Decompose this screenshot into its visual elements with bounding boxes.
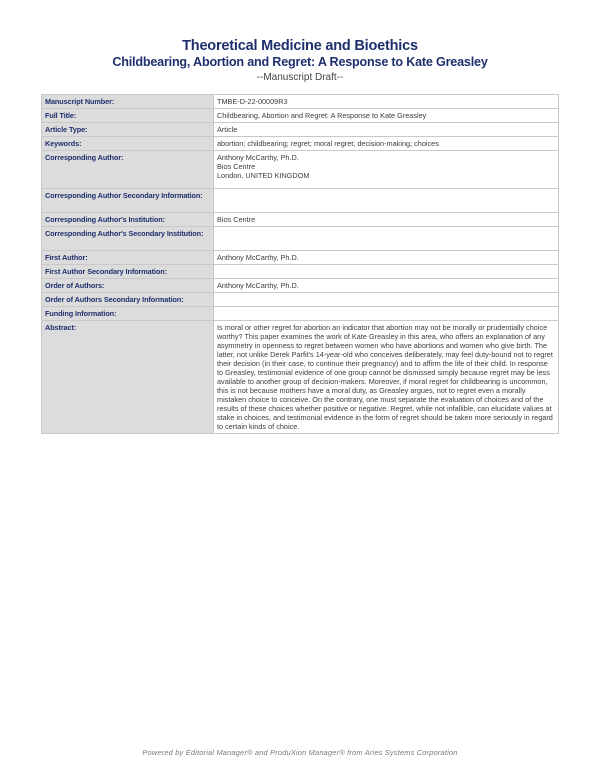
row-value-funding-information [214,307,559,321]
table-row [42,279,559,293]
table-row [42,109,559,123]
row-label-first-author-secondary: First Author Secondary Information: [42,265,214,279]
row-value-corresponding-author-secondary [214,189,559,213]
table-row [42,137,559,151]
row-value-article-type: Article [214,123,559,137]
table-row [42,213,559,227]
row-value-full-title: Childbearing, Abortion and Regret: A Response to Kate Greasley [214,109,559,123]
row-label-first-author: First Author: [42,251,214,265]
row-label-keywords: Keywords: [42,137,214,151]
table-row [42,307,559,321]
row-label-corresponding-author: Corresponding Author: [42,151,214,189]
row-value-corresponding-institution: Bios Centre [214,213,559,227]
row-label-abstract: Abstract: [42,321,214,434]
table-row [42,189,559,213]
row-label-funding-information: Funding Information: [42,307,214,321]
article-title: Childbearing, Abortion and Regret: A Response to Kate Greasley [112,55,488,69]
table-row [42,151,559,189]
row-label-order-of-authors: Order of Authors: [42,279,214,293]
row-label-corresponding-author-secondary: Corresponding Author Secondary Information: [42,189,214,213]
row-value-first-author: Anthony McCarthy, Ph.D. [214,251,559,265]
row-value-first-author-secondary [214,265,559,279]
corresponding-author-location: London, UNITED KINGDOM [217,171,310,180]
table-row [42,321,559,434]
row-label-article-type: Article Type: [42,123,214,137]
manuscript-info-table [41,94,559,434]
row-value-corresponding-author [214,151,559,189]
corresponding-author-institution: Bios Centre [217,162,256,171]
table-row [42,293,559,307]
table-row [42,227,559,251]
row-value-order-of-authors: Anthony McCarthy, Ph.D. [214,279,559,293]
table-row [42,251,559,265]
table-row [42,265,559,279]
footer-powered-by: Powered by Editorial Manager® and ProduXion Manager® from Aries Systems Corporation [142,748,458,757]
corresponding-author-name: Anthony McCarthy, Ph.D. [217,153,299,162]
row-value-order-of-authors-secondary [214,293,559,307]
table-row [42,95,559,109]
row-label-corresponding-institution: Corresponding Author's Institution: [42,213,214,227]
row-value-manuscript-number: TMBE-D-22-00009R3 [214,95,559,109]
journal-name: Theoretical Medicine and Bioethics [182,38,418,54]
row-value-keywords: abortion; childbearing; regret; moral regret; decision-making; choices [214,137,559,151]
row-label-corresponding-secondary-institution: Corresponding Author's Secondary Institution: [42,227,214,251]
table-row [42,123,559,137]
row-label-full-title: Full Title: [42,109,214,123]
row-value-corresponding-secondary-institution [214,227,559,251]
abstract-text: Is moral or other regret for abortion an indicator that abortion may not be morally or prudentially choice worthy? This paper examines the work of Kate Greasley in this area, who offers an explanation of any asymmetry in openness to regret between women who have abortions and women who give birth. The latter, not unlike Derek Parfit's 14-year-old who conceives deliberately, may feel duty-bound not to regret their decision (in their case, to continue their pregnancy) and to affirm the life of their child. In response to Greasley, testimonial evidence of one group cannot be dismissed simply because regret may be less available to another group of decision-makers. Moreover, if moral regret for childbearing is uncommon, this is not because mothers have a moral duty, as Greasley argues, not to regret even a morally mistaken choice to conceive. On the contrary, one must separate the evaluation of choices and of the results of these choices whether positive or negative. Regret, while not infallible, can elucidate values at stake in choices, and testimonial evidence in the form of regret should be taken more seriously in regard to certain kinds of choice. [214,321,559,434]
draft-label: --Manuscript Draft-- [256,72,344,83]
row-label-order-of-authors-secondary: Order of Authors Secondary Information: [42,293,214,307]
row-label-manuscript-number: Manuscript Number: [42,95,214,109]
